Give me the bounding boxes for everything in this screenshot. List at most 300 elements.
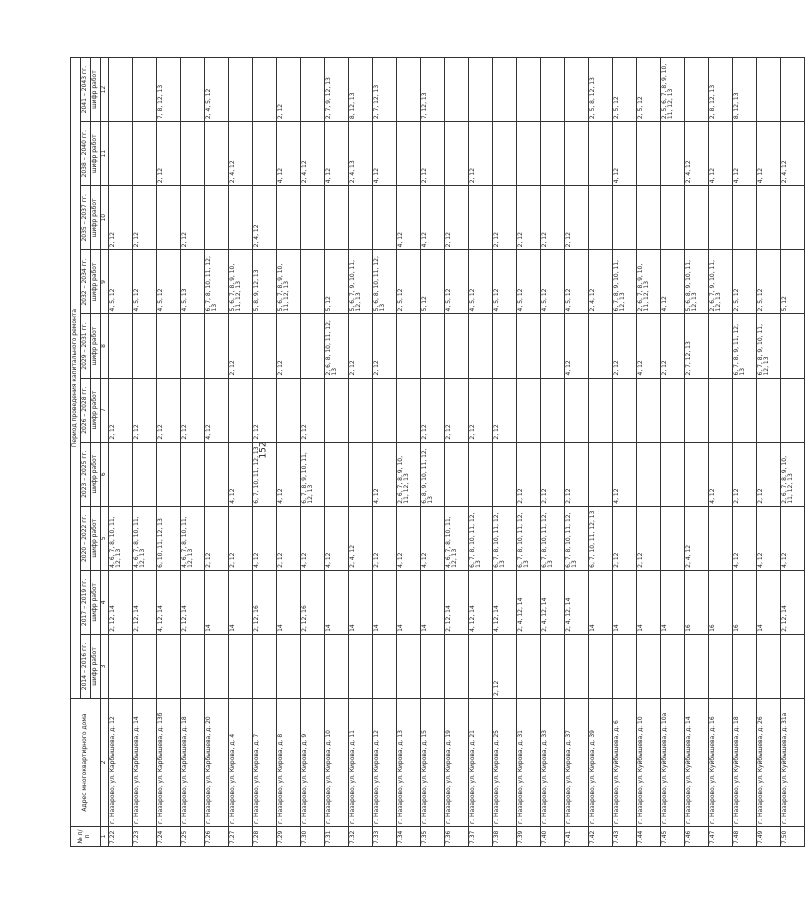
work-codes-cell <box>276 186 300 250</box>
work-codes-cell: 4, 12 <box>564 314 588 378</box>
row-address: г. Назарово, ул. Куйбышева, д. 31а <box>780 699 804 827</box>
row-number: 7.32 <box>348 827 372 847</box>
work-codes-cell <box>708 186 732 250</box>
table-row <box>132 58 156 847</box>
table-row <box>540 58 564 847</box>
work-codes-cell: 2, 4, 12 <box>780 122 804 186</box>
work-codes-cell: 4, 6, 7, 8, 10, 11, 12, 13 <box>180 506 204 570</box>
row-address: г. Назарово, ул. Кирова, д. 12 <box>372 699 396 827</box>
work-codes-cell: 16 <box>708 570 732 634</box>
table-row <box>636 58 660 847</box>
work-codes-cell <box>636 122 660 186</box>
work-codes-cell: 14 <box>660 570 684 634</box>
work-codes-cell <box>180 634 204 698</box>
row-number: 7.24 <box>156 827 180 847</box>
header-sub: шифр работ <box>90 58 100 122</box>
work-codes-cell <box>540 634 564 698</box>
work-codes-cell <box>756 378 780 442</box>
work-codes-cell: 14 <box>348 570 372 634</box>
header-sub: шифр работ <box>90 442 100 506</box>
column-number: 5 <box>100 506 108 570</box>
work-codes-cell: 2, 12 <box>516 186 540 250</box>
work-codes-cell <box>708 378 732 442</box>
work-codes-cell <box>756 634 780 698</box>
work-codes-cell: 2, 6, 7, 8, 9, 10, 11, 12, 13 <box>780 442 804 506</box>
work-codes-cell <box>300 314 324 378</box>
row-address: г. Назарово, ул. Карбышева, д. 14 <box>132 699 156 827</box>
work-codes-cell <box>204 186 228 250</box>
column-number: 6 <box>100 442 108 506</box>
work-codes-cell: 4, 5, 12 <box>468 250 492 314</box>
work-codes-cell: 5, 12 <box>780 250 804 314</box>
work-codes-cell: 4, 5, 12 <box>564 250 588 314</box>
work-codes-cell: 14 <box>420 570 444 634</box>
work-codes-cell: 2, 12 <box>756 442 780 506</box>
work-codes-cell: 2, 12 <box>612 314 636 378</box>
work-codes-cell <box>516 314 540 378</box>
work-codes-cell: 16 <box>732 570 756 634</box>
work-codes-cell <box>780 314 804 378</box>
work-codes-cell <box>732 186 756 250</box>
work-codes-cell: 2, 12, 14 <box>180 570 204 634</box>
work-codes-cell <box>132 58 156 122</box>
work-codes-cell: 2, 12 <box>564 442 588 506</box>
row-number: 7.38 <box>492 827 516 847</box>
work-codes-cell <box>396 58 420 122</box>
work-codes-cell <box>516 634 540 698</box>
row-address: г. Назарово, ул. Кирова, д. 4 <box>228 699 252 827</box>
work-codes-cell <box>468 634 492 698</box>
row-address: г. Назарово, ул. Кирова, д. 9 <box>300 699 324 827</box>
work-codes-cell <box>492 442 516 506</box>
work-codes-cell: 6, 8, 9, 10, 11, 12, 13 <box>420 442 444 506</box>
work-codes-cell: 2, 12 <box>276 58 300 122</box>
work-codes-cell <box>132 122 156 186</box>
column-number: 8 <box>100 314 108 378</box>
table-row <box>324 58 348 847</box>
row-number: 7.44 <box>636 827 660 847</box>
header-sub: шифр работ <box>90 122 100 186</box>
work-codes-cell: 4, 12 <box>276 442 300 506</box>
work-codes-cell <box>492 314 516 378</box>
work-codes-cell <box>228 634 252 698</box>
work-codes-cell: 4, 12 <box>420 506 444 570</box>
header-period: 2032 – 2034 гг. <box>80 250 90 314</box>
work-codes-cell: 2, 12 <box>420 122 444 186</box>
work-codes-cell <box>732 378 756 442</box>
work-codes-cell: 2, 4, 12 <box>684 506 708 570</box>
work-codes-cell <box>204 634 228 698</box>
work-codes-cell: 14 <box>372 570 396 634</box>
row-address: г. Назарово, ул. Кирова, д. 10 <box>324 699 348 827</box>
work-codes-cell: 2, 12, 14 <box>108 570 132 634</box>
row-number: 7.42 <box>588 827 612 847</box>
work-codes-cell: 4, 5, 12 <box>132 250 156 314</box>
row-number: 7.47 <box>708 827 732 847</box>
work-codes-cell: 14 <box>204 570 228 634</box>
work-codes-cell <box>684 186 708 250</box>
work-codes-cell <box>612 378 636 442</box>
work-codes-cell: 2, 4, 12 <box>684 122 708 186</box>
work-codes-cell: 4, 6, 7, 8, 10, 11, 12, 13 <box>444 506 468 570</box>
repair-schedule-table <box>70 57 805 847</box>
work-codes-cell: 2, 12 <box>156 378 180 442</box>
table-row <box>300 58 324 847</box>
row-number: 7.41 <box>564 827 588 847</box>
work-codes-cell <box>540 58 564 122</box>
row-address: г. Назарово, ул. Кирова, д. 13 <box>396 699 420 827</box>
table-row <box>756 58 780 847</box>
work-codes-cell: 4, 12 <box>204 378 228 442</box>
header-address: Адрес многоквартирного дома <box>71 699 101 827</box>
work-codes-cell: 6, 7, 8, 10, 11, 12, 13 <box>204 250 228 314</box>
work-codes-cell <box>684 378 708 442</box>
row-address: г. Назарово, ул. Карбышева, д. 12 <box>108 699 132 827</box>
work-codes-cell: 2, 4, 12 <box>252 186 276 250</box>
work-codes-cell <box>396 634 420 698</box>
work-codes-cell: 2, 4, 12 <box>348 506 372 570</box>
work-codes-cell: 5, 6, 7, 9, 10, 11, 12, 13 <box>348 250 372 314</box>
header-period: 2041 – 2043 гг. <box>80 58 90 122</box>
row-address: г. Назарово, ул. Куйбышева, д. 6 <box>612 699 636 827</box>
table-row <box>468 58 492 847</box>
header-sub: шифр работ <box>90 570 100 634</box>
work-codes-cell <box>444 314 468 378</box>
row-number: 7.49 <box>756 827 780 847</box>
work-codes-cell: 4, 12 <box>372 122 396 186</box>
column-number: 1 <box>100 827 108 847</box>
work-codes-cell: 6, 7, 8, 9, 10, 11, 12, 13 <box>756 314 780 378</box>
header-period: 2035 – 2037 гг. <box>80 186 90 250</box>
work-codes-cell <box>108 442 132 506</box>
work-codes-cell: 6, 7, 8, 10, 11, 12, 13 <box>492 506 516 570</box>
work-codes-cell <box>588 186 612 250</box>
work-codes-cell: 6, 7, 8, 10, 11, 12, 13 <box>516 506 540 570</box>
work-codes-cell <box>108 58 132 122</box>
work-codes-cell <box>588 634 612 698</box>
work-codes-cell: 2, 7, 12, 13 <box>684 314 708 378</box>
row-number: 7.45 <box>660 827 684 847</box>
row-number: 7.28 <box>252 827 276 847</box>
work-codes-cell <box>588 378 612 442</box>
row-address: г. Назарово, ул. Кирова, д. 7 <box>252 699 276 827</box>
work-codes-cell <box>300 58 324 122</box>
row-address: г. Назарово, ул. Куйбышева, д. 18 <box>732 699 756 827</box>
work-codes-cell <box>156 314 180 378</box>
table-row <box>660 58 684 847</box>
work-codes-cell: 2, 4, 12, 14 <box>516 570 540 634</box>
work-codes-cell <box>300 250 324 314</box>
work-codes-cell: 4, 12 <box>420 186 444 250</box>
work-codes-cell <box>276 378 300 442</box>
header-sub: шифр работ <box>90 186 100 250</box>
table-row <box>420 58 444 847</box>
work-codes-cell <box>324 634 348 698</box>
work-codes-cell <box>708 314 732 378</box>
work-codes-cell: 6, 7, 8, 10, 11, 12, 13 <box>564 506 588 570</box>
work-codes-cell <box>516 378 540 442</box>
work-codes-cell: 4, 5, 12 <box>516 250 540 314</box>
column-number: 4 <box>100 570 108 634</box>
work-codes-cell <box>180 314 204 378</box>
work-codes-cell: 4, 12 <box>708 122 732 186</box>
work-codes-cell <box>660 122 684 186</box>
work-codes-cell: 14 <box>756 570 780 634</box>
work-codes-cell <box>660 186 684 250</box>
work-codes-cell <box>300 634 324 698</box>
work-codes-cell: 2, 5, 8, 12, 13 <box>588 58 612 122</box>
work-codes-cell <box>348 378 372 442</box>
work-codes-cell <box>684 58 708 122</box>
row-address: г. Назарово, ул. Кирова, д. 15 <box>420 699 444 827</box>
table-row <box>204 58 228 847</box>
work-codes-cell: 4, 5, 12 <box>492 250 516 314</box>
column-number: 7 <box>100 378 108 442</box>
work-codes-cell: 2, 4, 12 <box>228 122 252 186</box>
work-codes-cell: 2, 4, 12, 14 <box>564 570 588 634</box>
work-codes-cell <box>660 378 684 442</box>
work-codes-cell <box>516 58 540 122</box>
row-number: 7.27 <box>228 827 252 847</box>
work-codes-cell <box>780 634 804 698</box>
row-number: 7.35 <box>420 827 444 847</box>
work-codes-cell: 5, 6, 8, 10, 11, 12, 13 <box>372 250 396 314</box>
work-codes-cell: 4, 12 <box>252 506 276 570</box>
work-codes-cell: 4, 12, 14 <box>468 570 492 634</box>
column-number: 11 <box>100 122 108 186</box>
work-codes-cell: 4, 12 <box>300 506 324 570</box>
work-codes-cell: 14 <box>636 570 660 634</box>
work-codes-cell: 4, 12 <box>396 506 420 570</box>
work-codes-cell <box>660 442 684 506</box>
table-row <box>252 58 276 847</box>
work-codes-cell <box>372 378 396 442</box>
row-number: 7.46 <box>684 827 708 847</box>
row-number: 7.43 <box>612 827 636 847</box>
work-codes-cell: 14 <box>324 570 348 634</box>
work-codes-cell: 2, 12 <box>468 378 492 442</box>
work-codes-cell: 5, 8, 9, 12, 13 <box>252 250 276 314</box>
work-codes-cell <box>540 314 564 378</box>
table-row <box>348 58 372 847</box>
work-codes-cell: 2, 12 <box>492 186 516 250</box>
header-sub: шифр работ <box>90 250 100 314</box>
work-codes-cell: 2, 7, 12, 13 <box>372 58 396 122</box>
table-row <box>180 58 204 847</box>
work-codes-cell: 2, 5, 12 <box>756 250 780 314</box>
work-codes-cell <box>540 378 564 442</box>
work-codes-cell: 2, 4, 12 <box>300 122 324 186</box>
work-codes-cell <box>396 378 420 442</box>
work-codes-cell <box>252 122 276 186</box>
work-codes-cell: 2, 12, 14 <box>132 570 156 634</box>
work-codes-cell: 6, 7, 8, 9, 10, 11, 12, 13 <box>612 250 636 314</box>
table-row <box>228 58 252 847</box>
work-codes-cell: 2, 12 <box>132 186 156 250</box>
row-number: 7.34 <box>396 827 420 847</box>
work-codes-cell <box>252 634 276 698</box>
work-codes-cell: 2, 5, 6, 7, 8, 9, 10, 11, 12, 13 <box>660 58 684 122</box>
table-row <box>156 58 180 847</box>
work-codes-cell: 4, 6, 7, 8, 10, 11, 12, 13 <box>108 506 132 570</box>
work-codes-cell: 2, 4, 12, 14 <box>540 570 564 634</box>
row-address: г. Назарово, ул. Кирова, д. 31 <box>516 699 540 827</box>
work-codes-cell: 2, 5, 12 <box>636 58 660 122</box>
work-codes-cell <box>372 186 396 250</box>
work-codes-cell: 2, 12 <box>132 378 156 442</box>
work-codes-cell <box>756 58 780 122</box>
work-codes-cell: 4, 12 <box>708 442 732 506</box>
work-codes-cell <box>444 122 468 186</box>
work-codes-cell: 2, 12 <box>444 378 468 442</box>
work-codes-cell: 4, 6, 7, 8, 10, 11, 12, 13 <box>132 506 156 570</box>
table-row <box>708 58 732 847</box>
work-codes-cell <box>108 314 132 378</box>
work-codes-cell <box>564 378 588 442</box>
column-number: 10 <box>100 186 108 250</box>
work-codes-cell <box>108 634 132 698</box>
work-codes-cell <box>324 186 348 250</box>
work-codes-cell: 2, 12 <box>492 378 516 442</box>
work-codes-cell: 2, 12 <box>420 378 444 442</box>
work-codes-cell: 4, 12 <box>660 250 684 314</box>
work-codes-cell: 4, 12 <box>636 314 660 378</box>
work-codes-cell: 2, 12, 16 <box>300 570 324 634</box>
row-address: г. Назарово, ул. Куйбышева, д. 16 <box>708 699 732 827</box>
header-period: 2014 – 2016 гг. <box>80 634 90 698</box>
row-address: г. Назарово, ул. Кирова, д. 39 <box>588 699 612 827</box>
table-row <box>612 58 636 847</box>
work-codes-cell: 2, 4, 5, 12 <box>204 58 228 122</box>
row-address: г. Назарово, ул. Карбышева, д. 13б <box>156 699 180 827</box>
table-row <box>396 58 420 847</box>
work-codes-cell <box>324 378 348 442</box>
row-number: 7.37 <box>468 827 492 847</box>
row-number: 7.39 <box>516 827 540 847</box>
work-codes-cell <box>780 186 804 250</box>
work-codes-cell: 14 <box>612 570 636 634</box>
work-codes-cell: 4, 12 <box>756 506 780 570</box>
work-codes-cell: 4, 12 <box>228 442 252 506</box>
work-codes-cell <box>180 442 204 506</box>
work-codes-cell: 14 <box>396 570 420 634</box>
work-codes-cell <box>156 442 180 506</box>
table-row <box>108 58 132 847</box>
row-address: г. Назарово, ул. Кирова, д. 21 <box>468 699 492 827</box>
work-codes-cell: 4, 12, 14 <box>156 570 180 634</box>
work-codes-cell: 2, 12 <box>636 506 660 570</box>
work-codes-cell <box>420 634 444 698</box>
work-codes-cell <box>132 314 156 378</box>
work-codes-cell <box>468 314 492 378</box>
work-codes-cell <box>780 378 804 442</box>
work-codes-cell <box>204 442 228 506</box>
work-codes-cell: 2, 12 <box>108 378 132 442</box>
column-number: 2 <box>100 699 108 827</box>
table-row <box>732 58 756 847</box>
work-codes-cell: 2, 12 <box>612 506 636 570</box>
work-codes-cell: 4, 5, 12 <box>444 250 468 314</box>
header-group: Период проведения капитального ремонта <box>71 58 81 699</box>
work-codes-cell <box>372 634 396 698</box>
work-codes-cell: 6, 7, 10, 11, 12, 13 <box>252 442 276 506</box>
row-address: г. Назарово, ул. Кирова, д. 25 <box>492 699 516 827</box>
work-codes-cell <box>780 58 804 122</box>
work-codes-cell <box>276 634 300 698</box>
work-codes-cell: 2, 12 <box>108 186 132 250</box>
work-codes-cell: 2, 5, 12 <box>396 250 420 314</box>
row-address: г. Назарово, ул. Куйбышева, д. 10 <box>636 699 660 827</box>
work-codes-cell <box>708 506 732 570</box>
work-codes-cell <box>444 634 468 698</box>
work-codes-cell: 2, 12 <box>468 122 492 186</box>
work-codes-cell <box>468 442 492 506</box>
work-codes-cell: 4, 5, 12 <box>156 250 180 314</box>
work-codes-cell <box>420 314 444 378</box>
row-number: 7.22 <box>108 827 132 847</box>
table-row <box>684 58 708 847</box>
work-codes-cell <box>636 442 660 506</box>
work-codes-cell: 7, 12, 13 <box>420 58 444 122</box>
work-codes-cell <box>396 122 420 186</box>
row-number: 7.33 <box>372 827 396 847</box>
work-codes-cell: 6, 7, 8, 10, 11, 12, 13 <box>468 506 492 570</box>
work-codes-cell <box>444 58 468 122</box>
work-codes-cell <box>492 58 516 122</box>
work-codes-cell: 5, 6, 7, 8, 9, 10, 11, 12, 13 <box>228 250 252 314</box>
header-sub: шифр работ <box>90 314 100 378</box>
work-codes-cell: 4, 12 <box>780 506 804 570</box>
work-codes-cell <box>588 442 612 506</box>
work-codes-cell <box>348 186 372 250</box>
row-address: г. Назарово, ул. Куйбышева, д. 10а <box>660 699 684 827</box>
work-codes-cell: 6, 7, 8, 10, 11, 12, 13 <box>540 506 564 570</box>
work-codes-cell: 2, 12 <box>540 442 564 506</box>
row-number: 7.40 <box>540 827 564 847</box>
work-codes-cell: 4, 12 <box>324 506 348 570</box>
header-sub: шифр работ <box>90 634 100 698</box>
work-codes-cell: 4, 12 <box>372 442 396 506</box>
row-address: г. Назарово, ул. Карбышева, д. 20 <box>204 699 228 827</box>
work-codes-cell: 5, 6, 8, 9, 10, 11, 12, 13 <box>684 250 708 314</box>
work-codes-cell <box>228 378 252 442</box>
column-number: 12 <box>100 58 108 122</box>
work-codes-cell: 8, 12, 13 <box>732 58 756 122</box>
header-sub: шифр работ <box>90 378 100 442</box>
work-codes-cell: 4, 12, 14 <box>492 570 516 634</box>
work-codes-cell <box>636 634 660 698</box>
work-codes-cell <box>564 58 588 122</box>
work-codes-cell: 4, 12 <box>324 122 348 186</box>
row-number: 7.26 <box>204 827 228 847</box>
table-row <box>372 58 396 847</box>
work-codes-cell: 4, 12 <box>732 122 756 186</box>
work-codes-cell <box>156 186 180 250</box>
work-codes-cell: 4, 12 <box>612 442 636 506</box>
row-address: г. Назарово, ул. Кирова, д. 19 <box>444 699 468 827</box>
work-codes-cell: 2, 4, 12 <box>588 250 612 314</box>
work-codes-cell <box>252 58 276 122</box>
work-codes-cell: 4, 12 <box>276 122 300 186</box>
column-number: 9 <box>100 250 108 314</box>
row-address: г. Назарово, ул. Кирова, д. 11 <box>348 699 372 827</box>
work-codes-cell: 2, 12, 14 <box>444 570 468 634</box>
page-number: 152 <box>258 441 269 459</box>
work-codes-cell <box>468 186 492 250</box>
work-codes-cell: 4, 12 <box>732 506 756 570</box>
row-number: 7.36 <box>444 827 468 847</box>
work-codes-cell: 2, 12 <box>180 378 204 442</box>
